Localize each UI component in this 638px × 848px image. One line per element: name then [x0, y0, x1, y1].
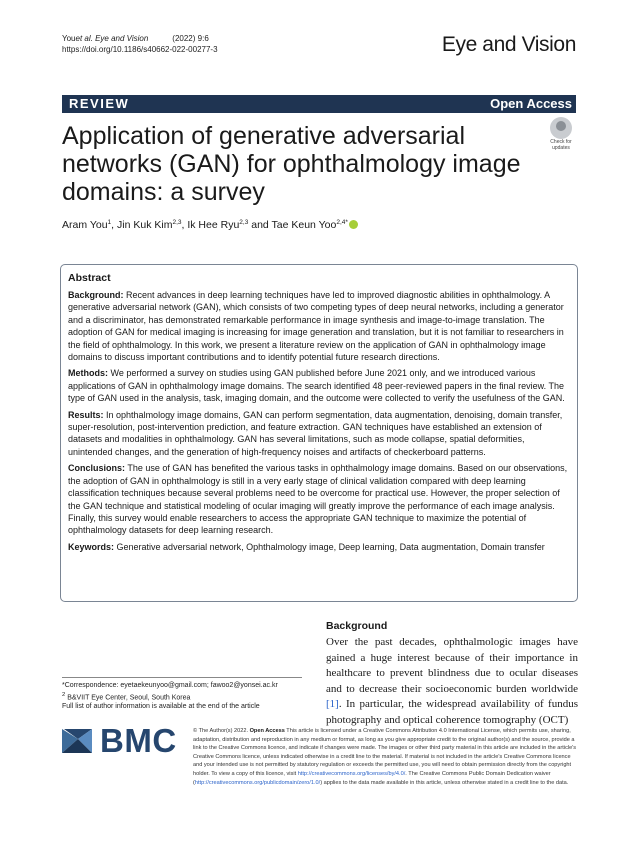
article-title: Application of generative adversarial networks (GAN) for ophthalmology image domains: a survey	[62, 122, 521, 206]
body-paragraph: Over the past decades, ophthalmologic images have gained a huge interest because of their importance in healthcare to prevent blindness due to ocular diseases and to decrease their socioeconomic burden worldwide [1]. In particular, the widespread availability of fundus photography and optical coherence tomography (OCT)	[326, 636, 578, 726]
doi-link[interactable]: https://doi.org/10.1186/s40662-022-00277-3	[62, 45, 218, 54]
waiver-link[interactable]: http://creativecommons.org/publicdomain/zero/1.0/	[194, 779, 321, 786]
author-name[interactable]: Ik Hee Ryu	[187, 219, 240, 231]
author-affiliation: 1	[107, 219, 112, 226]
abstract-methods: Methods: We performed a survey on studies using GAN published before June 2021 only, and we introduced various applications of GAN in ophthalmology image domains. The search identified 48 peer-reviewed papers in the final review. The type of GAN used in the analysis, task, imaging domain, and the outcome were collected to verify the usefulness of the GAN.	[68, 368, 565, 404]
journal-name: Eye and Vision	[441, 33, 576, 56]
author-name[interactable]: Tae Keun Yoo	[271, 219, 337, 231]
bmc-logo-text: BMC	[100, 722, 177, 759]
bmc-logo	[62, 722, 182, 759]
abstract-results: Results: In ophthalmology image domains, GAN can perform segmentation, data augmentation, denoising, domain transfer, super-resolution, post-intervention prediction, and feature extraction. GAN techniques have established an extension of datasets and modalities in ophthalmology. GAN has several limitations, such as mode collapse, spatial deformities, unintended changes, and the generation of high-frequency noises and artifacts of checkerboard patterns.	[68, 409, 563, 457]
abstract-background: Background: Recent advances in deep learning techniques have led to improved diagnostic abilities in ophthalmology. A generative adversarial network (GAN), which consists of two competing types of deep neural networks, including a generator and a discriminator, has demonstrated remarkable performance in image synthesis and image-to-image translation. The adoption of GAN for medical imaging is increasing for image generation and translation, but it is not familiar to researchers in the field of ophthalmology. In this work, we present a literature review on the application of GAN in ophthalmology image domains to discuss important contributions and to identify potential future research directions.	[68, 290, 564, 363]
running-journal: et al. Eye and Vision	[75, 34, 149, 43]
open-access-label: Open Access	[490, 96, 572, 111]
check-updates-icon	[550, 117, 572, 139]
article-meta	[62, 33, 218, 55]
running-authors: You	[62, 34, 76, 43]
author-name[interactable]: Jin Kuk Kim	[117, 219, 173, 231]
author-name[interactable]: Aram You	[62, 219, 108, 231]
author-affiliation: 2,3	[172, 219, 182, 226]
footnotes	[62, 677, 302, 712]
license-text: © The Author(s) 2022. Open Access This article is licensed under a Creative Commons Attribution 4.0 International License, which permits use, sharing, adaptation, distribution and reproduction in any medium or format, as long as you give appropriate credit to the original author(s) and the source, provide a link to the Creative Commons licence, and indicate if changes were made. The images or other third party material in this article are included in the article's Creative Commons licence, unless indicated otherwise in a credit line to the material. If material is not included in the article's Creative Commons licence and your intended use is not permitted by statutory regulation or exceeds the permitted use, you will need to obtain permission directly from the copyright holder. To view a copy of this licence, visit http://creativecommons.org/licenses/by/4.0/. The Creative Commons Public Domain Dedication waiver (http://creativecommons.org/publicdomain/zero/1.0/) applies to the data made available in this article, unless otherwise stated in a credit line to the data.	[193, 728, 577, 786]
article-type: REVIEW	[69, 96, 130, 111]
author-affiliation: 2,4*	[336, 219, 348, 226]
author-affiliation: 2,3	[239, 219, 249, 226]
correspondence: *Correspondence: eyetaekeunyoo@gmail.com; fawoo2@yonsei.ac.kr	[62, 682, 278, 689]
abstract-box	[60, 264, 578, 602]
year-volume: (2022) 9:6	[172, 34, 209, 43]
license-link[interactable]: http://creativecommons.org/licenses/by/4.0/	[297, 770, 406, 777]
bmc-logo-icon	[62, 725, 94, 757]
check-updates-label: Check for updates	[550, 139, 572, 151]
abstract-keywords: Keywords: Generative adversarial network, Ophthalmology image, Deep learning, Data augmentation, Domain transfer	[68, 541, 545, 552]
section-heading: Background	[326, 620, 388, 632]
citation-link[interactable]: [1]	[326, 698, 339, 711]
author-list: Aram You$^1$, Jin Kuk Kim$^{2,3}$, Ik Hee Ryu$^{2,3}$ and Tae Keun Yoo$^{2,4*}$	[62, 219, 358, 231]
orcid-icon[interactable]	[349, 220, 358, 229]
check-for-updates-button[interactable]	[545, 117, 577, 151]
abstract-heading: Abstract	[68, 272, 111, 284]
abstract-conclusions: Conclusions: The use of GAN has benefited the various tasks in ophthalmology image domains. Based on our observations, the adoption of GAN in ophthalmology is still in a very early stage of clinical validation compared with deep learning classification techniques because several problems need to be overcome for practical use. However, the proper selection of the GAN technique and statistical modeling of ocular imaging will greatly improve the performance of each image analysis. Finally, this survey would enable researchers to access the appropriate GAN technique to maximize the potential of ophthalmology datasets for deep learning research.	[68, 463, 568, 536]
author-info-note: Full list of author information is available at the end of the article	[62, 703, 260, 711]
article-type-banner	[62, 95, 576, 113]
background-section	[326, 620, 578, 729]
affiliation-note: $^2$ B&VIIT Eye Center, Seoul, South Korea	[62, 691, 191, 701]
